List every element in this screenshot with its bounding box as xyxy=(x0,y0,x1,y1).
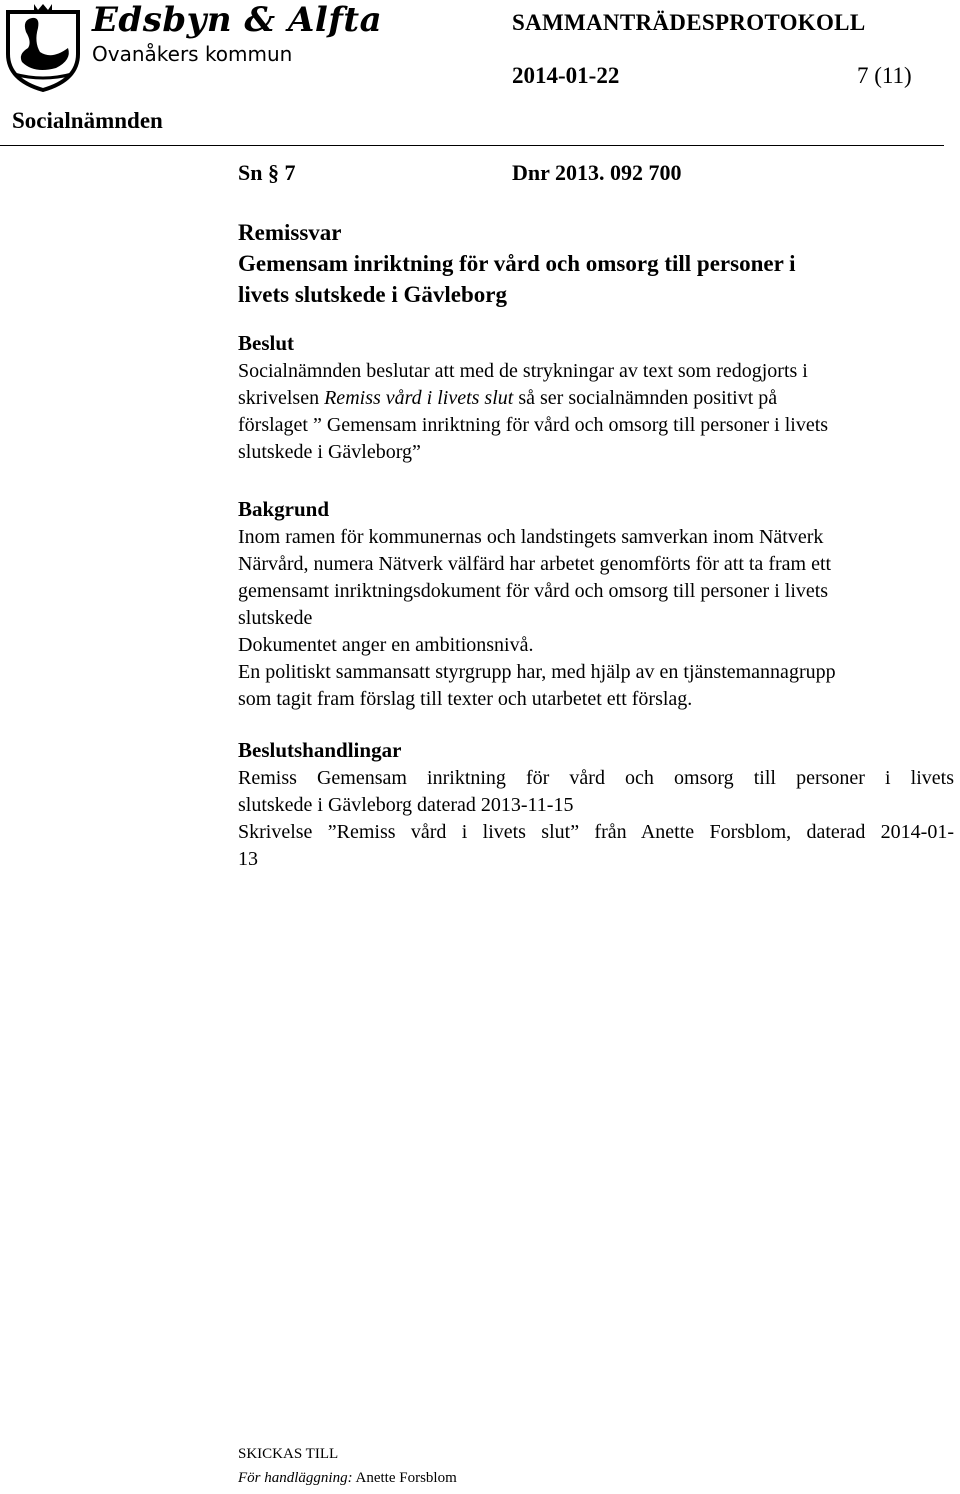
document-type: SAMMANTRÄDESPROTOKOLL xyxy=(512,10,866,35)
beslut-line-2-italic: Remiss vård i livets slut xyxy=(324,387,514,409)
handlaggning xyxy=(238,1470,457,1487)
page-number: 7 (11) xyxy=(857,63,912,88)
bakgrund-line: En politiskt sammansatt styrgrupp har, med hjälp av en tjänstemannagrupp xyxy=(238,661,836,683)
bakgrund-line: gemensamt inriktningsdokument för vård och omsorg till personer i livets xyxy=(238,580,829,602)
paragraph-number: Sn § 7 xyxy=(238,160,296,185)
bakgrund-line: slutskede xyxy=(238,607,313,629)
beslutshandlingar-line-4: 13 xyxy=(238,848,258,870)
handlaggning-label: För handläggning: xyxy=(238,1470,353,1486)
beslutshandlingar-line-1: Remiss Gemensam inriktning för vård och omsorg till personer i livets xyxy=(238,767,954,789)
beslut-line-2-post: så ser socialnämnden positivt på xyxy=(513,387,778,409)
beslutshandlingar-heading: Beslutshandlingar xyxy=(238,738,402,762)
brand-subtitle: Ovanåkers kommun xyxy=(92,42,293,66)
item-title xyxy=(238,217,796,310)
bakgrund-line: Dokumentet anger en ambitionsnivå. xyxy=(238,634,534,656)
skickas-till: SKICKAS TILL xyxy=(238,1446,339,1462)
brand-title: Edsbyn & Alfta xyxy=(92,0,383,40)
bakgrund-line: Inom ramen för kommunernas och landstingets samverkan inom Nätverk xyxy=(238,526,824,548)
beslutshandlingar-line-3: Skrivelse ”Remiss vård i livets slut” från Anette Forsblom, daterad 2014-01- xyxy=(238,821,954,843)
title-line-1: Remissvar xyxy=(238,220,342,245)
title-line-2: Gemensam inriktning för vård och omsorg till personer i xyxy=(238,251,796,276)
bakgrund-line: Närvård, numera Nätverk välfärd har arbetet genomförts för att ta fram ett xyxy=(238,553,832,575)
handlaggning-name: Anette Forsblom xyxy=(352,1470,457,1486)
department-name: Socialnämnden xyxy=(12,108,163,133)
diary-number: Dnr 2013. 092 700 xyxy=(512,160,682,185)
beslut-line-2 xyxy=(238,385,777,412)
bakgrund-line: som tagit fram förslag till texter och utarbetet ett förslag. xyxy=(238,688,693,710)
beslut-line-3: förslaget ” Gemensam inriktning för vård och omsorg till personer i livets xyxy=(238,414,829,436)
title-line-3: livets slutskede i Gävleborg xyxy=(238,282,507,307)
beslut-heading: Beslut xyxy=(238,331,295,355)
header-divider xyxy=(0,145,944,146)
beslut-line-4: slutskede i Gävleborg” xyxy=(238,441,421,463)
meeting-date: 2014-01-22 xyxy=(512,63,620,88)
bakgrund-heading: Bakgrund xyxy=(238,497,330,521)
beslut-line-1: Socialnämnden beslutar att med de strykningar av text som redogjorts i xyxy=(238,360,808,382)
beslutshandlingar-line-2: slutskede i Gävleborg daterad 2013-11-15 xyxy=(238,794,574,816)
municipality-logo xyxy=(4,2,82,92)
beslut-line-2-pre: skrivelsen xyxy=(238,387,325,409)
